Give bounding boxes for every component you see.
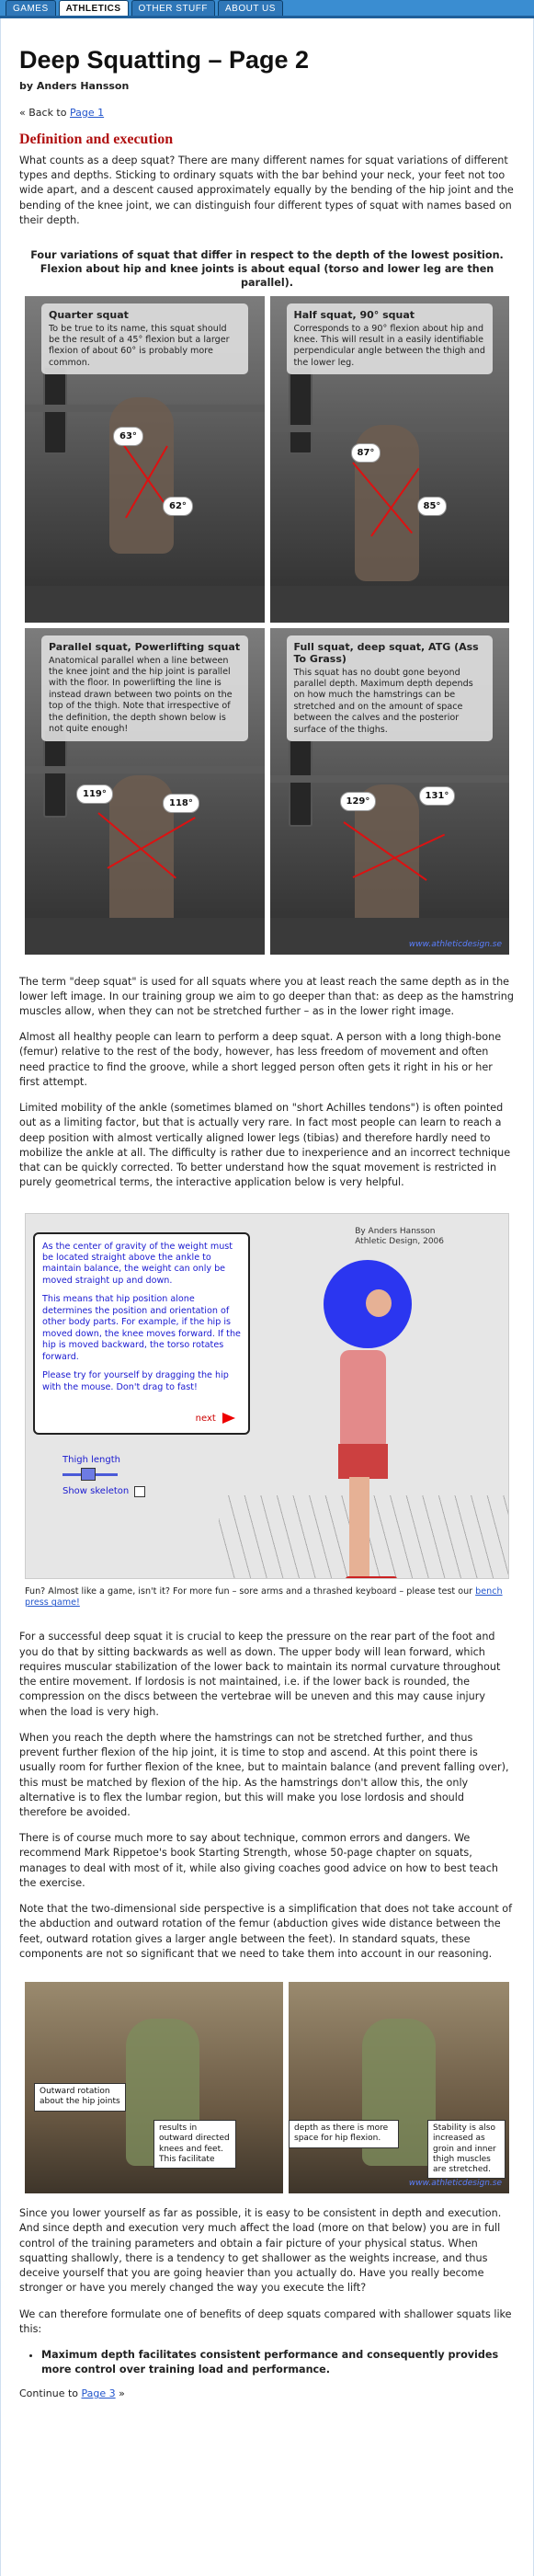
hip-angle-label: 129° [340, 792, 377, 811]
figure-torso [340, 1350, 386, 1451]
continue-to-page-3-link[interactable]: Page 3 [81, 2387, 116, 2400]
figure-caption: Four variations of squat that differ in respect to the depth of the lowest position. Flexion about hip and knee joints is about equal (torso and lower leg are then parallel). [30, 249, 504, 290]
knee-angle-label: 118° [163, 794, 199, 813]
body-paragraph: There is of course much more to say about technique, common errors and dangers. We recommend Mark Rippetoe's book Starting Strength, whose 50-page chapter on squats, manages to deal with most of it, while also giving coaches good advice on how to best teach the exercise. [19, 1832, 499, 1889]
applet-instructions-box [33, 1232, 250, 1435]
panel-info-box [41, 635, 248, 741]
show-skeleton-label: Show skeleton [62, 1485, 130, 1496]
squat-interactive-applet[interactable] [25, 1213, 509, 1579]
tab-other-stuff[interactable]: OTHER STUFF [131, 0, 216, 16]
figure-hip-drag-handle[interactable] [338, 1444, 388, 1479]
figure-leg [349, 1477, 369, 1579]
page-title: Deep Squatting – Page 2 [19, 46, 310, 74]
tab-about-us[interactable]: ABOUT US [218, 0, 283, 16]
intro-paragraph: What counts as a deep squat? There are many different names for squat variations of different types and depths. Sticking to ordinary squats with the bar behind your neck, your feet not too wide apart, and a descent caused approximately equally by the bending of the hip joint and the bending of the knee joint, we can distinguish four different types of squat with names based on their depth. [19, 155, 514, 226]
photo-callout: Stability is also increased as groin and inner thigh muscles are stretched. [427, 2120, 506, 2179]
hip-angle-label: 87° [351, 443, 381, 463]
applet-text: Please try for yourself by dragging the hip with the mouse. Don't drag to fast! [42, 1370, 229, 1392]
panel-title: Full squat, deep squat, ATG (Ass To Grass) [293, 640, 479, 665]
panel-description: To be true to its name, this squat should be the result of a 45° flexion but a larger flexion of about 60° is probably more common. [49, 323, 230, 368]
half-squat-panel [270, 296, 510, 623]
knee-angle-label: 62° [163, 497, 193, 516]
tab-athletics[interactable]: ATHLETICS [59, 0, 129, 16]
fun-note [25, 1586, 509, 1610]
next-arrow-icon [222, 1413, 235, 1424]
benefit-item: • Maximum depth facilitates consistent performance and consequently provides more control over training load and performance. [41, 2348, 515, 2376]
panel-description: Anatomical parallel when a line between the knee joint and the hip joint is parallel with the floor. In powerlifting the line is instead drawn between two points on the top of the thigh. Note that irrespective of the definition, the depth shown below is not quite enough! [49, 655, 233, 735]
floor-image [25, 918, 265, 955]
panel-title: Parallel squat, Powerlifting squat [49, 640, 241, 653]
section-heading: Definition and execution [19, 132, 174, 147]
body-paragraph: Almost all healthy people can learn to perform a deep squat. A person with a long thigh-bone (femur) relative to the rest of the body, however, has less freedom of movement and often need practice to find the groove, while a short legged person often gets it right in his or her first attempt. [19, 1031, 502, 1088]
panel-title: Half squat, 90° squat [293, 308, 415, 321]
full-squat-panel [270, 628, 510, 955]
photo-callout: results in outward directed knees and feet. This facilitate [153, 2120, 236, 2169]
weight-plate-image [43, 729, 67, 818]
applet-text: This means that hip position alone determines the position and orientation of other body parts. For example, if the hip is moved down, the knee moves forward. If the hip is moved backward, the torso rotates forward. [42, 1294, 241, 1362]
squat-photo-deep [289, 1982, 509, 2193]
thigh-length-slider-knob[interactable] [81, 1468, 96, 1481]
panel-title: Quarter squat [49, 308, 129, 321]
applet-byline-company: Athletic Design, 2006 [355, 1237, 444, 1247]
panel-description: Corresponds to a 90° flexion about hip and knee. This will result in a easily identifiable perpendicular angle between the thigh and the lower leg. [293, 323, 485, 368]
hip-angle-label: 63° [113, 427, 143, 446]
applet-byline [355, 1227, 444, 1248]
weight-plate-image [289, 366, 312, 454]
image-credit: www.athleticdesign.se [408, 939, 502, 949]
continue-suffix: » [119, 2387, 125, 2400]
panel-info-box [287, 635, 494, 742]
body-paragraph: We can therefore formulate one of benefits of deep squats compared with shallower squats like this: [19, 2307, 512, 2335]
floor-image [270, 586, 510, 623]
parallel-squat-panel [25, 628, 265, 955]
show-skeleton-checkbox[interactable] [134, 1486, 145, 1497]
thigh-length-label: Thigh length [62, 1454, 120, 1465]
figure-shoe [346, 1576, 397, 1579]
body-paragraph: Note that the two-dimensional side perspective is a simplification that does not take account of the abduction and outward rotation of the femur (abduction gives wide distance between the feet, outward rotation gives a larger angle between the feet). In standard squats, these components are not so significant that we need to take them into account in our reasoning. [19, 1903, 513, 1960]
figure-head [366, 1289, 392, 1317]
quarter-squat-panel [25, 296, 265, 623]
author-byline: by Anders Hansson [19, 80, 130, 92]
body-paragraph: The term "deep squat" is used for all squats where you at least reach the same depth as in the lower left image. In our training group we aim to go deeper than that: as deep as the hamstring muscles allow, when they can not be stretched further – as in the lower right image. [19, 975, 514, 1017]
fun-note-text: Fun? Almost like a game, isn't it? For more fun – sore arms and a thrashed keyboard – please test our [25, 1586, 473, 1597]
image-credit: www.athleticdesign.se [408, 2179, 502, 2189]
back-nav [19, 107, 515, 119]
body-paragraph: Limited mobility of the ankle (sometimes blamed on "short Achilles tendons") is often pointed out as a limiting factor, but that is actually very rare. In fact most people can learn to reach a deep position with almost vertically aligned lower legs (tibias) and therefore hardly need to mobilize the ankle at all. The difficulty is rather due to inexperience and an incorrect technique that can be quickly corrected. To better understand how the squat movement is restricted in purely geometrical terms, the interactive application below is very helpful. [19, 1102, 511, 1189]
photo-callout: depth as there is more space for hip flexion. [289, 2120, 399, 2148]
panel-info-box [287, 303, 494, 375]
applet-byline-author: By Anders Hansson [355, 1226, 436, 1236]
floor-image [270, 918, 510, 955]
barbell-image [25, 766, 265, 773]
photo-callout: Outward rotation about the hip joints [34, 2083, 126, 2112]
top-navigation [0, 0, 534, 18]
back-text: Back to [28, 107, 70, 119]
back-prefix: « [19, 107, 26, 119]
squat-photo-front-bar [25, 1982, 283, 2193]
squat-variations-figure [25, 296, 509, 955]
panel-info-box [41, 303, 248, 375]
next-button[interactable] [196, 1413, 235, 1424]
article-page [0, 18, 534, 2576]
squat-photos [25, 1982, 509, 2193]
body-paragraph: When you reach the depth where the hamstrings can not be stretched further, and thus prevent further flexion of the hip joint, it is time to stop and ascend. At this point there is usually room for further flexion of the knee, but to maintain balance (and prevent falling over), this must be matched by flexion of the hip. As the hamstrings don't allow this, the only alternative is to flex the lumbar region, but this will make you lose lordosis and should therefore be avoided. [19, 1731, 509, 1818]
hip-angle-label: 119° [76, 784, 113, 804]
continue-nav [19, 2387, 515, 2399]
knee-angle-label: 131° [419, 786, 456, 806]
body-paragraph: Since you lower yourself as far as possible, it is easy to be consistent in depth and execution. And since depth and execution very much affect the load (more on that below) you are in full control of the training parameters and obtain a fair picture of your physical status. When squatting shallowly, there is a tendency to get shallower as the weights increase, and thus deceive yourself that you are going heavier than you actually do. Have you really become stronger or have you merely changed the way you execute the lift? [19, 2207, 502, 2295]
floor-image [25, 586, 265, 623]
applet-text: As the center of gravity of the weight must be located straight above the ankle to maintain balance, the weight can only be moved straight up and down. [42, 1241, 233, 1286]
tab-games[interactable]: GAMES [6, 0, 56, 16]
benefit-list [41, 2348, 515, 2376]
knee-angle-label: 85° [417, 497, 448, 516]
back-to-page-1-link[interactable]: Page 1 [69, 107, 105, 119]
barbell-image [270, 775, 510, 783]
bench-press-game-link[interactable]: bench press game! [25, 1586, 503, 1609]
lifter-image [109, 397, 174, 554]
weight-plate-image [289, 738, 312, 827]
continue-text: Continue to [19, 2387, 82, 2400]
body-paragraph: For a successful deep squat it is crucial to keep the pressure on the rear part of the foot and you do that by sitting backwards as well as down. The upper body will lean forward, which requires muscular stabilization of the lower back to maintain its normal curvature throughout the entire movement. If lordosis is not maintained, i.e. if the lower back is rounded, the compression on the discs between the vertebrae will be uneven and this may cause injury when the load is very high. [19, 1631, 501, 1718]
next-label: next [195, 1413, 216, 1424]
panel-description: This squat has no doubt gone beyond parallel depth. Maximum depth depends on how much the hamstrings can be stretched and on the amount of space between the calves and the posterior surface of the thighs. [293, 667, 473, 735]
